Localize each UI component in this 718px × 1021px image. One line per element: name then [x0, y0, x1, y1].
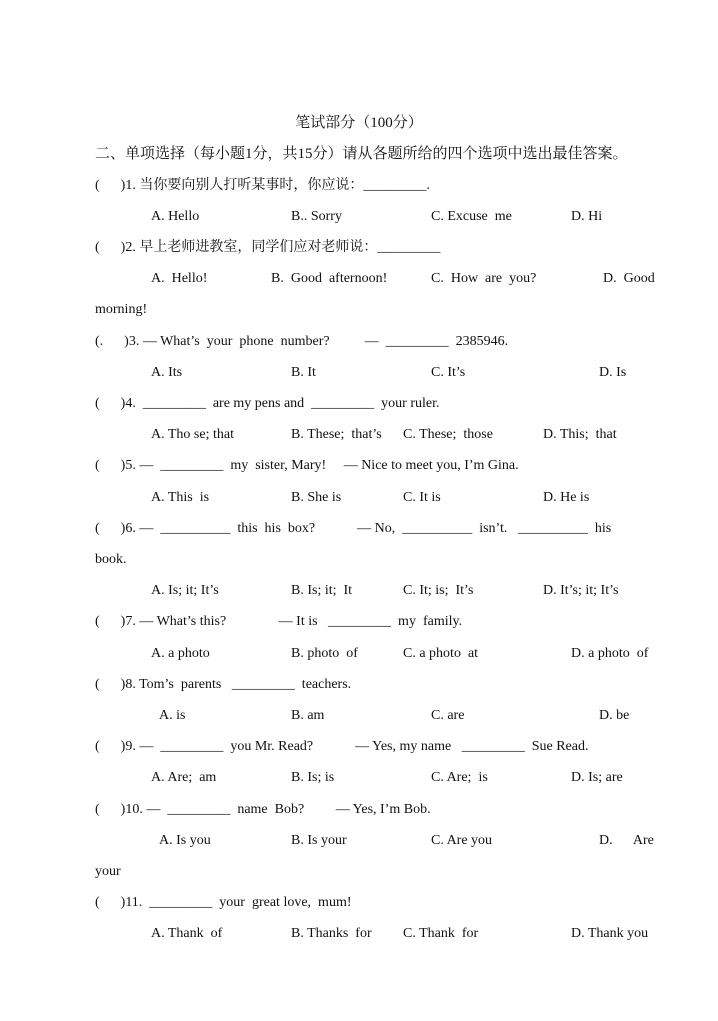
option-b: B. photo of [291, 646, 358, 661]
option-a: A. Hello [151, 209, 200, 224]
option-b: B. am [291, 708, 325, 723]
option-c: C. It is [403, 490, 441, 505]
option-d: D. He is [543, 490, 590, 505]
option-a: A. Is you [159, 833, 211, 848]
option-c: C. Thank for [403, 926, 479, 941]
option-d: D. Are [599, 833, 654, 848]
option-c: C. Are you [431, 833, 493, 848]
option-a: A. a photo [151, 646, 210, 661]
option-d: D. Is; are [571, 770, 623, 785]
page-title: 笔试部分（100分） [295, 115, 423, 131]
option-b: B. These; that’s [291, 427, 382, 442]
option-continuation: book. [95, 552, 127, 567]
option-c: C. It’s [431, 365, 466, 380]
option-b: B.. Sorry [291, 209, 342, 224]
option-a: A. Its [151, 365, 183, 380]
option-a: A. Hello! [151, 271, 208, 286]
option-d: D. be [599, 708, 630, 723]
option-c: C. Are; is [431, 770, 488, 785]
question-8: ( )8. Tom’s parents _________ teachers. [95, 677, 352, 692]
option-a: A. is [159, 708, 186, 723]
option-c: C. a photo at [403, 646, 479, 661]
question-7: ( )7. — What’s this? — It is _________ my family. [95, 614, 463, 629]
option-d: D. Thank you [571, 926, 649, 941]
option-d: D. This; that [543, 427, 617, 442]
option-d: D. Is [599, 365, 627, 380]
question-9: ( )9. — _________ you Mr. Read? — Yes, my name _________ Sue Read. [95, 739, 589, 754]
option-a: A. This is [151, 490, 210, 505]
option-b: B. It [291, 365, 316, 380]
option-b: B. Is; it; It [291, 583, 353, 598]
option-c: C. are [431, 708, 465, 723]
option-b: B. Good afternoon! [271, 271, 388, 286]
option-b: B. Thanks for [291, 926, 372, 941]
question-5: ( )5. — _________ my sister, Mary! — Nice to meet you, I’m Gina. [95, 458, 519, 473]
option-c: C. It; is; It’s [403, 583, 474, 598]
question-4: ( )4. _________ are my pens and _________ your ruler. [95, 396, 440, 411]
question-10: ( )10. — _________ name Bob? — Yes, I’m Bob. [95, 802, 431, 817]
option-d: D. It’s; it; It’s [543, 583, 619, 598]
question-11: ( )11. _________ your great love, mum! [95, 895, 352, 910]
option-a: A. Thank of [151, 926, 223, 941]
option-d: D. a photo of [571, 646, 649, 661]
option-continuation: your [95, 864, 121, 879]
question-3: (. )3. — What’s your phone number? — _________ 2385946. [95, 334, 509, 349]
option-b: B. Is; is [291, 770, 335, 785]
option-d: D. Hi [571, 209, 603, 224]
option-continuation: morning! [95, 302, 148, 317]
option-b: B. Is your [291, 833, 347, 848]
option-a: A. Is; it; It’s [151, 583, 219, 598]
option-a: A. Tho se; that [151, 427, 234, 442]
section-heading: 二、单项选择（每小题1分，共15分）请从各题所给的四个选项中选出最佳答案。 [95, 146, 628, 162]
option-d: D. Good [603, 271, 655, 286]
question-6: ( )6. — __________ this his box? — No, __________ isn’t. __________ his [95, 521, 612, 536]
question-1: ( )1. 当你要向别人打听某事时，你应说：_________. [95, 178, 430, 193]
option-c: C. Excuse me [431, 209, 512, 224]
option-c: C. These; those [403, 427, 493, 442]
option-b: B. She is [291, 490, 342, 505]
option-a: A. Are; am [151, 770, 217, 785]
option-c: C. How are you? [431, 271, 537, 286]
question-2: ( )2. 早上老师进教室，同学们应对老师说：_________ [95, 240, 441, 255]
